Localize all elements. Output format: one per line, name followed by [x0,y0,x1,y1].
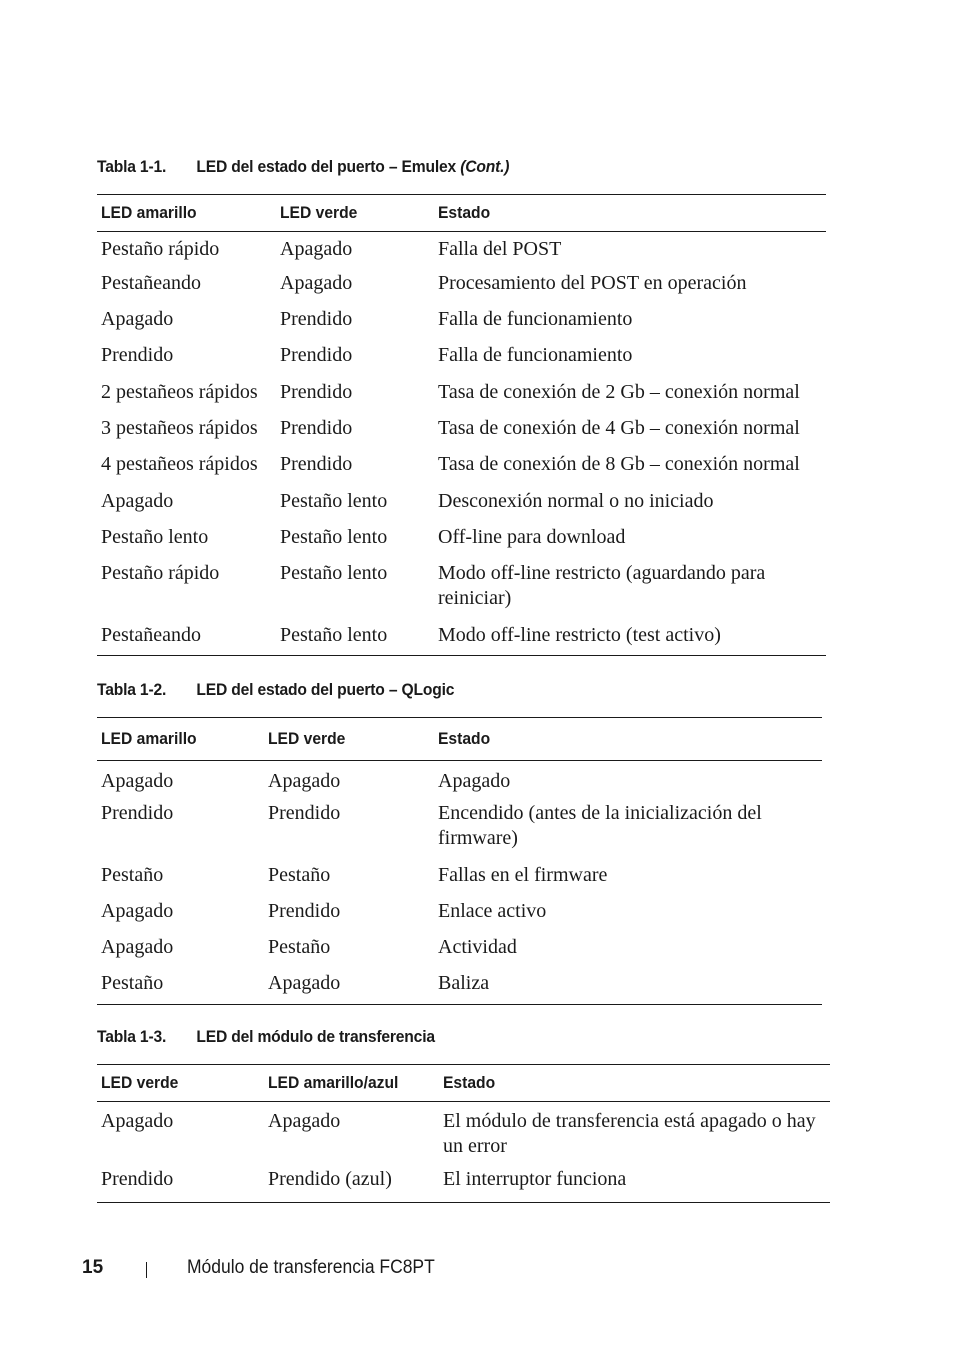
table-cell: Falla del POST [438,238,562,260]
column-header [97,195,276,232]
table-row [97,377,826,413]
table-cell: 4 pestañeos rápidos [101,452,258,475]
table-cell: Apagado [438,770,511,792]
table-cell: Tasa de conexión de 4 Gb – conexión normal [438,416,800,439]
table-row [97,449,826,486]
table-1-caption [97,157,509,177]
column-header [434,718,822,761]
table-2-caption [97,680,454,700]
table-cell: Prendido [280,416,353,439]
table-cell: Pestaño lento [276,620,434,656]
table-row [97,304,826,340]
footer-title: Módulo de transferencia FC8PT [187,1257,435,1278]
table-cell: Apagado [101,935,174,958]
table-cell: 2 pestañeos rápidos [101,380,258,403]
column-header-label: LED verde [101,1073,179,1092]
table-3-transfer-module-led [97,1064,830,1203]
column-header [439,1065,830,1102]
table-cell: Pestaño [97,967,264,1005]
table-row [97,859,822,895]
table-cell: Prendido [280,452,353,475]
column-header [276,195,434,232]
table-cell: Pestaño [268,863,331,886]
table-cell: Pestaño lento [280,525,388,548]
table-cell: Tasa de conexión de 8 Gb – conexión normal [438,452,800,475]
table-row [97,761,822,797]
table-cell: Prendido [280,380,353,403]
table-row [97,232,826,268]
table-cell: Procesamiento del POST en operación [438,271,747,294]
table-cell: Desconexión normal o no iniciado [438,489,714,512]
table-cell: Prendido [280,343,353,366]
table-3-caption-number: Tabla 1-3. [97,1027,167,1046]
table-row [97,486,826,522]
column-header [97,718,264,761]
table-cell: Falla de funcionamiento [438,343,633,366]
table-header-row [97,718,822,761]
table-header-row [97,1065,830,1102]
table-cell: Apagado [268,770,341,792]
table-cell: Pestaño lento [280,561,388,584]
table-cell: El interruptor funciona [439,1163,830,1203]
table-cell: Modo off-line restricto (aguardando para reiniciar) [438,561,766,609]
table-cell: Pestaño rápido [101,561,220,584]
table-cell: Prendido (azul) [264,1163,439,1203]
table-cell: Pestaño lento [101,525,209,548]
table-row [97,1102,830,1163]
table-cell: Apagado [268,1110,341,1132]
table-row [97,797,822,859]
table-cell: Baliza [434,967,822,1005]
table-row [97,967,822,1005]
table-cell: Actividad [438,935,517,958]
table-cell: Tasa de conexión de 2 Gb – conexión normal [438,380,800,403]
table-row [97,268,826,304]
page-number: 15 [82,1257,104,1278]
table-3-caption [97,1027,435,1047]
table-row [97,895,822,931]
column-header-label: LED verde [280,203,358,222]
column-header [97,1065,264,1102]
table-row [97,522,826,558]
table-cell: Prendido [268,801,341,824]
table-1-emulex-port-status [97,194,826,656]
table-1-caption-number: Tabla 1-1. [97,157,167,176]
table-cell: Pestañeando [101,271,201,294]
table-3-caption-title: LED del módulo de transferencia [196,1027,435,1046]
column-header [264,718,434,761]
column-header-label: LED amarillo [101,729,197,748]
table-row [97,413,826,449]
table-cell: Off-line para download [438,525,626,548]
column-header-label: LED amarillo [101,203,197,222]
table-cell: Encendido (antes de la inicialización del firmware) [438,801,762,849]
table-cell: Pestaño [101,863,164,886]
table-cell: Pestaño lento [280,489,388,512]
table-row [97,931,822,967]
table-cell: El módulo de transferencia está apagado o hay un error [443,1110,816,1157]
table-cell: Apagado [101,770,174,792]
footer-separator [146,1262,147,1278]
table-cell: Enlace activo [438,899,547,922]
table-cell: Prendido [268,899,341,922]
table-cell: Falla de funcionamiento [438,307,633,330]
column-header [434,195,826,232]
column-header-label: LED verde [268,729,346,748]
table-1-caption-title: LED del estado del puerto – Emulex [196,157,457,176]
table-header-row [97,195,826,232]
table-cell: Pestaño rápido [101,238,220,260]
table-cell: Fallas en el firmware [438,863,608,886]
table-cell: Prendido [97,1163,264,1203]
table-cell: Apagado [264,967,434,1005]
table-cell: Apagado [280,271,353,294]
table-cell: Pestañeando [97,620,276,656]
table-cell: Apagado [101,899,174,922]
table-row [97,1163,830,1203]
table-cell: Pestaño [268,935,331,958]
column-header-label: Estado [438,729,491,748]
table-2-caption-title: LED del estado del puerto – QLogic [196,680,455,699]
table-cell: Apagado [101,489,174,512]
table-row [97,558,826,620]
table-cell: Prendido [101,801,174,824]
table-row [97,620,826,656]
table-cell: Prendido [101,343,174,366]
table-cell: Prendido [280,307,353,330]
table-cell: Modo off-line restricto (test activo) [434,620,826,656]
table-cell: 3 pestañeos rápidos [101,416,258,439]
table-2-qlogic-port-status [97,717,822,1005]
table-cell: Apagado [101,307,174,330]
table-1-caption-suffix: (Cont.) [460,157,510,176]
table-row [97,340,826,377]
table-cell: Apagado [101,1110,174,1132]
column-header-label: Estado [443,1073,496,1092]
column-header-label: Estado [438,203,491,222]
table-cell: Apagado [280,238,353,260]
table-2-caption-number: Tabla 1-2. [97,680,167,699]
column-header-label: LED amarillo/azul [268,1073,399,1092]
column-header [264,1065,439,1102]
